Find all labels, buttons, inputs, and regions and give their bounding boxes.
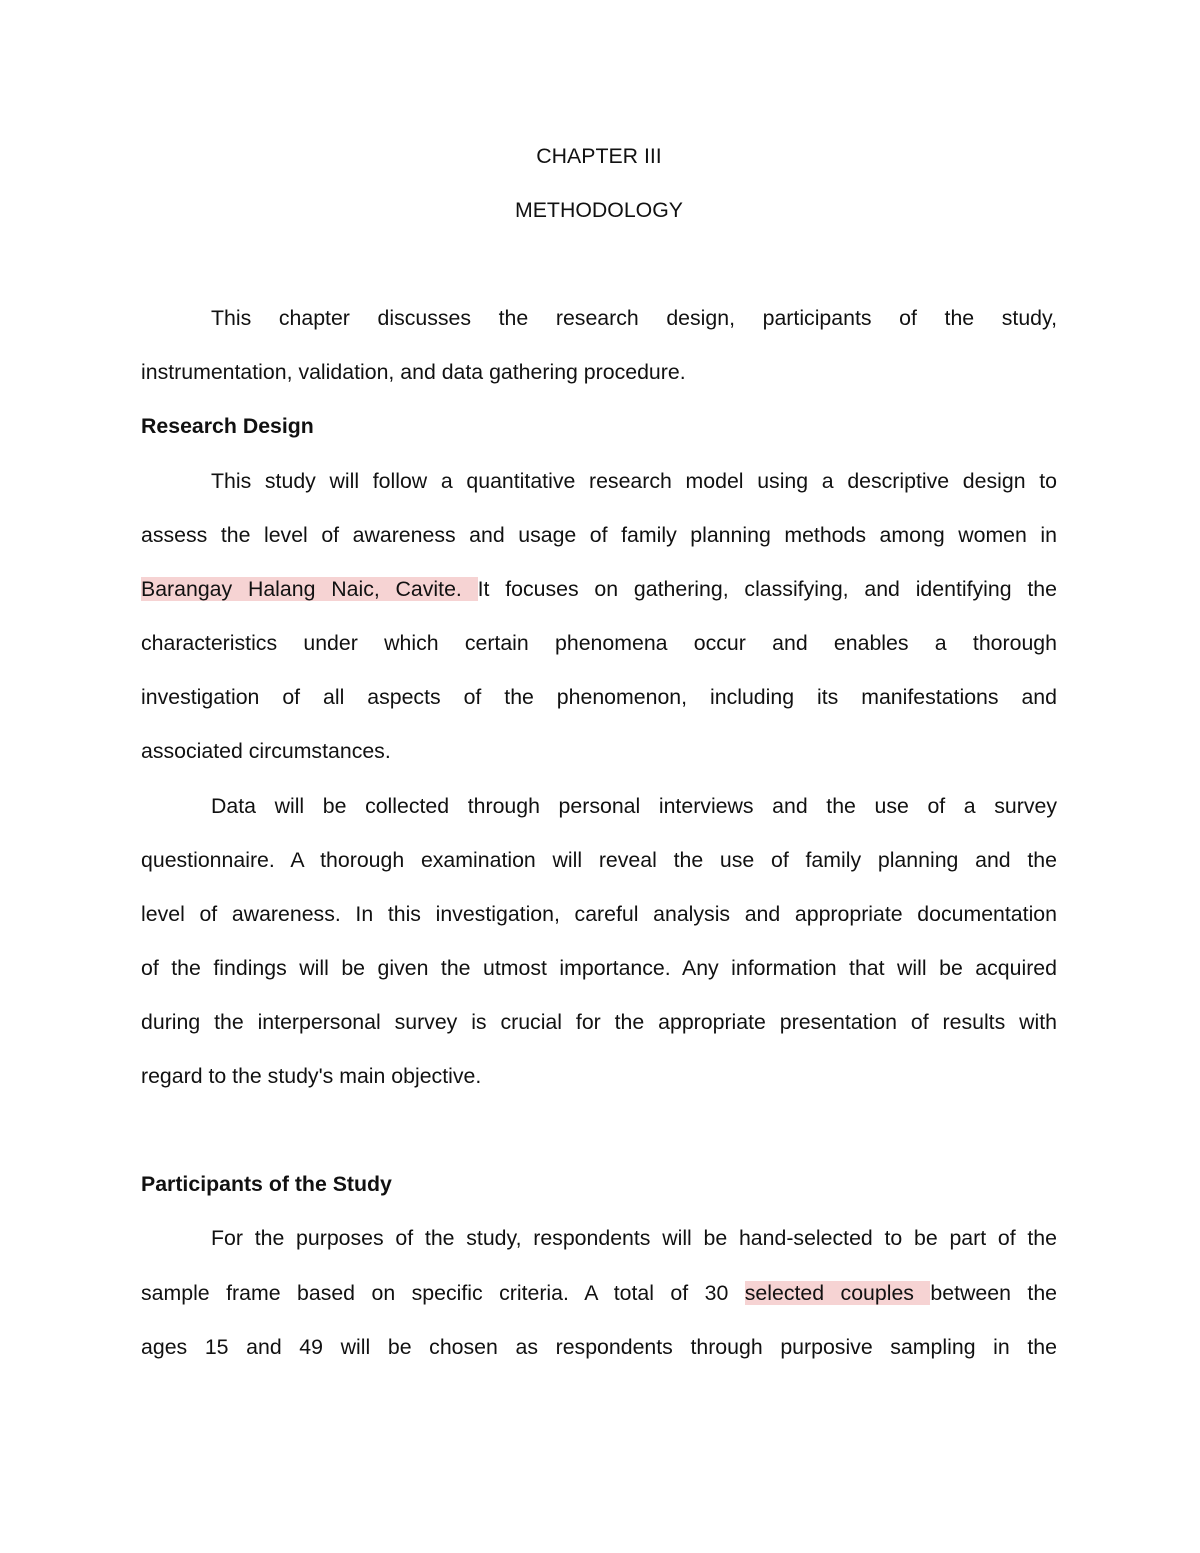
paragraph-line: during the interpersonal survey is crucial for the appropriate presentation of results with — [141, 1010, 1057, 1034]
participants-heading: Participants of the Study — [141, 1172, 392, 1196]
chapter-title: METHODOLOGY — [514, 198, 684, 222]
paragraph-line: assess the level of awareness and usage of family planning methods among women in — [141, 523, 1057, 547]
highlighted-phrase: selected couples — [744, 1281, 931, 1305]
paragraph-line: investigation of all aspects of the phenomenon, including its manifestations and — [141, 685, 1057, 709]
paragraph-line: associated circumstances. — [141, 739, 391, 763]
paragraph-line: regard to the study's main objective. — [141, 1064, 482, 1088]
paragraph-line: level of awareness. In this investigation, careful analysis and appropriate documentation — [141, 902, 1057, 926]
paragraph-text: sample frame based on specific criteria. A total of 30 — [141, 1281, 745, 1305]
paragraph-line — [141, 1278, 1057, 1308]
paragraph-line — [141, 574, 1057, 604]
research-design-heading: Research Design — [141, 414, 314, 438]
intro-line: This chapter discusses the research design, participants of the study, — [211, 306, 1057, 330]
paragraph-line: Data will be collected through personal interviews and the use of a survey — [211, 794, 1057, 818]
highlighted-location: Barangay Halang Naic, Cavite. — [141, 577, 478, 601]
paragraph-line: characteristics under which certain phenomena occur and enables a thorough — [141, 631, 1057, 655]
paragraph-line: For the purposes of the study, respondents will be hand-selected to be part of the — [211, 1226, 1057, 1250]
chapter-label: CHAPTER III — [536, 144, 662, 168]
paragraph-text: It focuses on gathering, classifying, and identifying the — [477, 577, 1057, 601]
intro-line: instrumentation, validation, and data gathering procedure. — [141, 360, 686, 384]
paragraph-line: ages 15 and 49 will be chosen as respondents through purposive sampling in the — [141, 1335, 1057, 1359]
paragraph-text: between the — [930, 1281, 1057, 1305]
paragraph-line: of the findings will be given the utmost importance. Any information that will be acquired — [141, 956, 1057, 980]
paragraph-line: This study will follow a quantitative research model using a descriptive design to — [211, 469, 1057, 493]
paragraph-line: questionnaire. A thorough examination will reveal the use of family planning and the — [141, 848, 1057, 872]
